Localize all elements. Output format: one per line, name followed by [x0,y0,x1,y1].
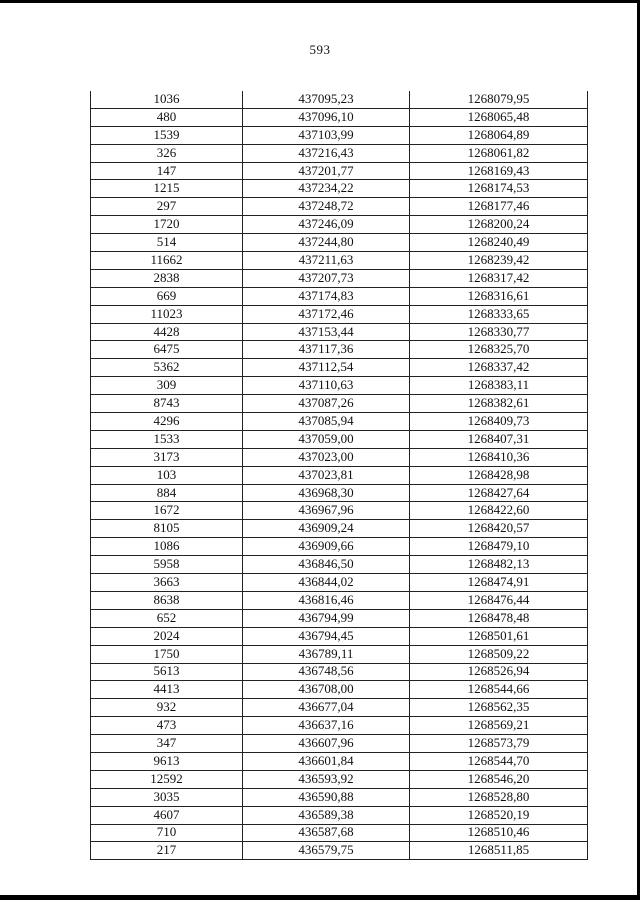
x-coordinate-cell: 437234,22 [243,180,410,198]
x-coordinate-cell: 437172,46 [243,305,410,323]
point-id-cell: 326 [91,144,243,162]
y-coordinate-cell: 1268316,61 [410,287,588,305]
point-id-cell: 1539 [91,126,243,144]
x-coordinate-cell: 437112,54 [243,359,410,377]
table-row [91,287,588,305]
x-coordinate-cell: 436589,38 [243,806,410,824]
point-id-cell: 5613 [91,663,243,681]
point-id-cell: 1215 [91,180,243,198]
y-coordinate-cell: 1268337,42 [410,359,588,377]
y-coordinate-cell: 1268169,43 [410,162,588,180]
y-coordinate-cell: 1268065,48 [410,108,588,126]
point-id-cell: 2024 [91,627,243,645]
x-coordinate-cell: 437023,00 [243,448,410,466]
table-row [91,842,588,860]
point-id-cell: 932 [91,699,243,717]
x-coordinate-cell: 437153,44 [243,323,410,341]
y-coordinate-cell: 1268569,21 [410,717,588,735]
y-coordinate-cell: 1268510,46 [410,824,588,842]
table-row [91,538,588,556]
x-coordinate-cell: 437087,26 [243,395,410,413]
table-row [91,663,588,681]
x-coordinate-cell: 436748,56 [243,663,410,681]
table-row [91,341,588,359]
page-number: 593 [309,42,331,57]
y-coordinate-cell: 1268528,80 [410,788,588,806]
table-row [91,377,588,395]
x-coordinate-cell: 436587,68 [243,824,410,842]
table-row [91,717,588,735]
y-coordinate-cell: 1268476,44 [410,591,588,609]
y-coordinate-cell: 1268474,91 [410,574,588,592]
y-coordinate-cell: 1268573,79 [410,735,588,753]
y-coordinate-cell: 1268526,94 [410,663,588,681]
y-coordinate-cell: 1268174,53 [410,180,588,198]
table-row [91,413,588,431]
x-coordinate-cell: 437096,10 [243,108,410,126]
table-row [91,180,588,198]
point-id-cell: 4607 [91,806,243,824]
y-coordinate-cell: 1268240,49 [410,234,588,252]
y-coordinate-cell: 1268239,42 [410,252,588,270]
table-row [91,520,588,538]
point-id-cell: 4428 [91,323,243,341]
y-coordinate-cell: 1268200,24 [410,216,588,234]
scan-border-top [0,0,640,3]
table-row [91,252,588,270]
x-coordinate-cell: 436677,04 [243,699,410,717]
y-coordinate-cell: 1268544,70 [410,752,588,770]
table-row [91,305,588,323]
point-id-cell: 147 [91,162,243,180]
y-coordinate-cell: 1268383,11 [410,377,588,395]
y-coordinate-cell: 1268330,77 [410,323,588,341]
table-row [91,359,588,377]
x-coordinate-cell: 436844,02 [243,574,410,592]
point-id-cell: 1533 [91,430,243,448]
x-coordinate-cell: 436816,46 [243,591,410,609]
table-row [91,91,588,108]
x-coordinate-cell: 437085,94 [243,413,410,431]
table-row [91,752,588,770]
x-coordinate-cell: 437248,72 [243,198,410,216]
scan-border-bottom [0,895,640,900]
table-row [91,502,588,520]
x-coordinate-cell: 437117,36 [243,341,410,359]
point-id-cell: 1086 [91,538,243,556]
point-id-cell: 4413 [91,681,243,699]
point-id-cell: 309 [91,377,243,395]
table-row [91,574,588,592]
table-row [91,395,588,413]
x-coordinate-cell: 436909,24 [243,520,410,538]
x-coordinate-cell: 436637,16 [243,717,410,735]
y-coordinate-cell: 1268409,73 [410,413,588,431]
point-id-cell: 11662 [91,252,243,270]
x-coordinate-cell: 437244,80 [243,234,410,252]
table-row [91,699,588,717]
x-coordinate-cell: 436789,11 [243,645,410,663]
y-coordinate-cell: 1268520,19 [410,806,588,824]
point-id-cell: 1720 [91,216,243,234]
x-coordinate-cell: 436579,75 [243,842,410,860]
y-coordinate-cell: 1268407,31 [410,430,588,448]
y-coordinate-cell: 1268422,60 [410,502,588,520]
table-row [91,735,588,753]
y-coordinate-cell: 1268478,48 [410,609,588,627]
y-coordinate-cell: 1268511,85 [410,842,588,860]
table-row [91,144,588,162]
table-row [91,609,588,627]
point-id-cell: 5362 [91,359,243,377]
x-coordinate-cell: 437201,77 [243,162,410,180]
coordinates-table [90,91,588,860]
point-id-cell: 3035 [91,788,243,806]
table-row [91,323,588,341]
point-id-cell: 5958 [91,556,243,574]
point-id-cell: 473 [91,717,243,735]
x-coordinate-cell: 436846,50 [243,556,410,574]
point-id-cell: 8638 [91,591,243,609]
y-coordinate-cell: 1268482,13 [410,556,588,574]
point-id-cell: 1750 [91,645,243,663]
table-row [91,556,588,574]
x-coordinate-cell: 437174,83 [243,287,410,305]
y-coordinate-cell: 1268410,36 [410,448,588,466]
point-id-cell: 12592 [91,770,243,788]
y-coordinate-cell: 1268317,42 [410,269,588,287]
point-id-cell: 103 [91,466,243,484]
table-row [91,806,588,824]
x-coordinate-cell: 437059,00 [243,430,410,448]
x-coordinate-cell: 436794,45 [243,627,410,645]
point-id-cell: 11023 [91,305,243,323]
x-coordinate-cell: 436909,66 [243,538,410,556]
table-row [91,162,588,180]
y-coordinate-cell: 1268562,35 [410,699,588,717]
x-coordinate-cell: 437103,99 [243,126,410,144]
x-coordinate-cell: 437211,63 [243,252,410,270]
y-coordinate-cell: 1268325,70 [410,341,588,359]
table-row [91,198,588,216]
table-row [91,466,588,484]
x-coordinate-cell: 437216,43 [243,144,410,162]
x-coordinate-cell: 437246,09 [243,216,410,234]
table-row [91,430,588,448]
point-id-cell: 9613 [91,752,243,770]
point-id-cell: 480 [91,108,243,126]
point-id-cell: 297 [91,198,243,216]
table-row [91,216,588,234]
y-coordinate-cell: 1268428,98 [410,466,588,484]
y-coordinate-cell: 1268479,10 [410,538,588,556]
point-id-cell: 4296 [91,413,243,431]
point-id-cell: 8743 [91,395,243,413]
point-id-cell: 8105 [91,520,243,538]
point-id-cell: 3663 [91,574,243,592]
point-id-cell: 652 [91,609,243,627]
x-coordinate-cell: 437023,81 [243,466,410,484]
table-row [91,108,588,126]
y-coordinate-cell: 1268064,89 [410,126,588,144]
y-coordinate-cell: 1268501,61 [410,627,588,645]
y-coordinate-cell: 1268546,20 [410,770,588,788]
table-row [91,484,588,502]
x-coordinate-cell: 436967,96 [243,502,410,520]
table-row [91,591,588,609]
x-coordinate-cell: 436708,00 [243,681,410,699]
point-id-cell: 217 [91,842,243,860]
y-coordinate-cell: 1268177,46 [410,198,588,216]
y-coordinate-cell: 1268079,95 [410,91,588,108]
table-row [91,645,588,663]
x-coordinate-cell: 437207,73 [243,269,410,287]
point-id-cell: 884 [91,484,243,502]
x-coordinate-cell: 437095,23 [243,91,410,108]
x-coordinate-cell: 436607,96 [243,735,410,753]
point-id-cell: 669 [91,287,243,305]
table-row [91,448,588,466]
y-coordinate-cell: 1268544,66 [410,681,588,699]
y-coordinate-cell: 1268382,61 [410,395,588,413]
table-row [91,681,588,699]
y-coordinate-cell: 1268061,82 [410,144,588,162]
x-coordinate-cell: 436590,88 [243,788,410,806]
y-coordinate-cell: 1268509,22 [410,645,588,663]
table-row [91,126,588,144]
table-row [91,824,588,842]
point-id-cell: 3173 [91,448,243,466]
point-id-cell: 514 [91,234,243,252]
point-id-cell: 710 [91,824,243,842]
table-row [91,770,588,788]
table-row [91,627,588,645]
point-id-cell: 6475 [91,341,243,359]
table-row [91,269,588,287]
point-id-cell: 2838 [91,269,243,287]
coordinates-table-body [91,91,588,860]
x-coordinate-cell: 436593,92 [243,770,410,788]
x-coordinate-cell: 436968,30 [243,484,410,502]
x-coordinate-cell: 436601,84 [243,752,410,770]
x-coordinate-cell: 436794,99 [243,609,410,627]
point-id-cell: 1036 [91,91,243,108]
y-coordinate-cell: 1268420,57 [410,520,588,538]
y-coordinate-cell: 1268427,64 [410,484,588,502]
x-coordinate-cell: 437110,63 [243,377,410,395]
table-row [91,234,588,252]
table-row [91,788,588,806]
point-id-cell: 1672 [91,502,243,520]
y-coordinate-cell: 1268333,65 [410,305,588,323]
point-id-cell: 347 [91,735,243,753]
